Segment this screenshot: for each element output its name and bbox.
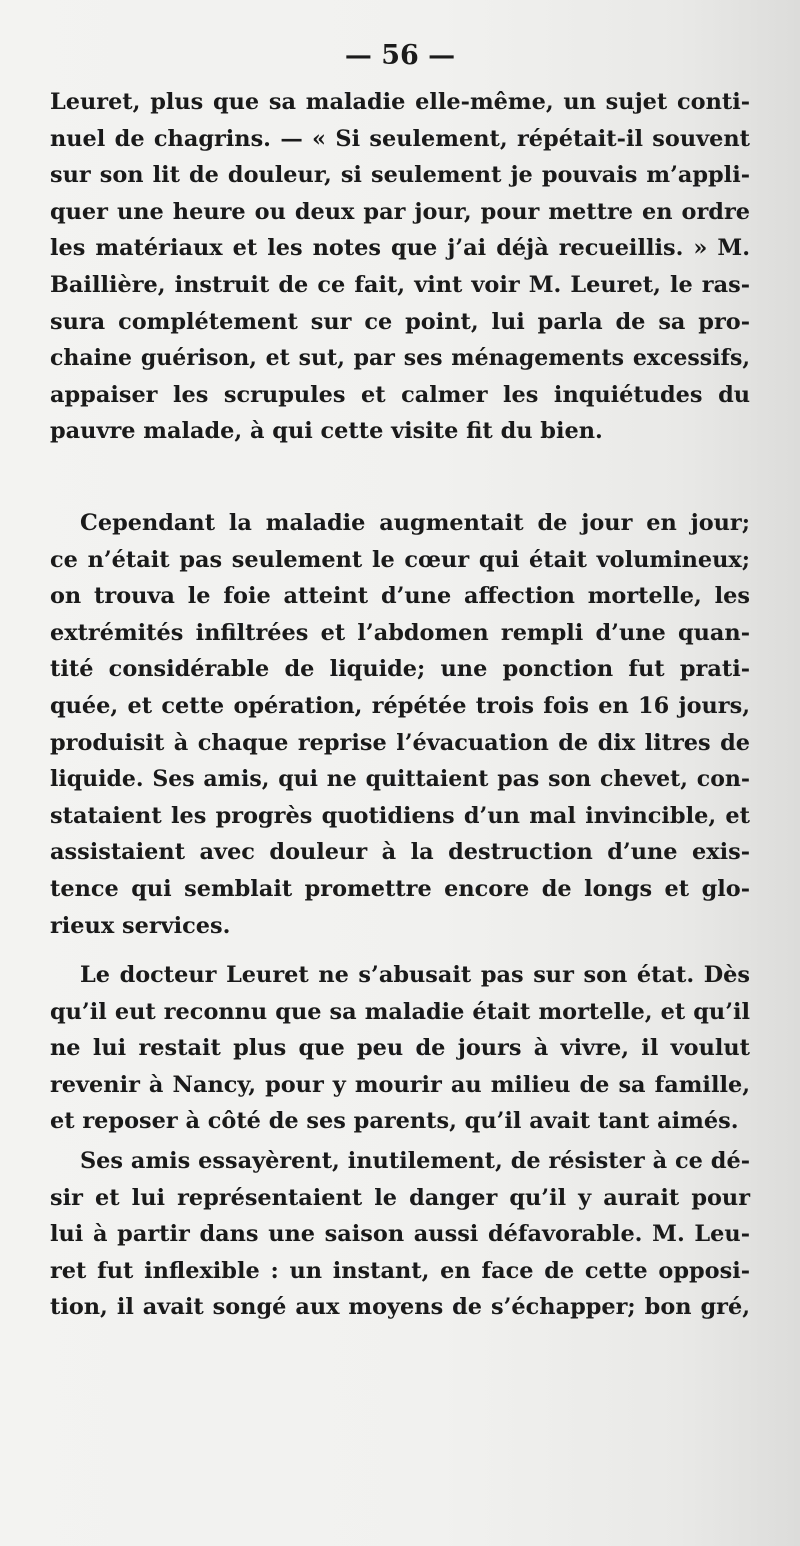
text-line: extrémités infiltrées et l’abdomen rempli d’une quan-: [50, 619, 750, 646]
text-line: liquide. Ses amis, qui ne quittaient pas son chevet, con-: [50, 766, 750, 793]
text-line: nuel de chagrins. — « Si seulement, répétait-il souvent: [50, 125, 750, 152]
text-line: stataient les progrès quotidiens d’un mal invincible, et: [50, 802, 750, 829]
text-line: les matériaux et les notes que j’ai déjà recueillis. » M.: [50, 235, 750, 262]
text-line: quer une heure ou deux par jour, pour mettre en ordre: [50, 198, 750, 225]
text-line: on trouva le foie atteint d’une affection mortelle, les: [50, 583, 750, 610]
text-line: Cependant la maladie augmentait de jour en jour;: [80, 510, 750, 536]
text-line: revenir à Nancy, pour y mourir au milieu de sa famille,: [50, 1071, 750, 1098]
text-line: tité considérable de liquide; une ponction fut prati-: [50, 656, 750, 683]
text-line: ne lui restait plus que peu de jours à vivre, il voulut: [50, 1035, 750, 1062]
text-line: rieux services.: [50, 912, 231, 939]
text-line: lui à partir dans une saison aussi défavorable. M. Leu-: [50, 1221, 750, 1248]
text-line: appaiser les scrupules et calmer les inquiétudes du: [50, 381, 750, 408]
page-number: — 56 —: [344, 40, 456, 71]
paragraph: [50, 84, 750, 450]
text-line: et reposer à côté de ses parents, qu’il avait tant aimés.: [50, 1108, 739, 1135]
paragraph: [50, 505, 750, 944]
text-line: assistaient avec douleur à la destruction d’une exis-: [50, 839, 750, 866]
text-line: Le docteur Leuret ne s’abusait pas sur son état. Dès: [80, 962, 750, 988]
text-line: sur son lit de douleur, si seulement je pouvais m’appli-: [50, 162, 750, 189]
text-line: quée, et cette opération, répétée trois fois en 16 jours,: [50, 692, 750, 719]
text-line: sura complétement sur ce point, lui parla de sa pro-: [50, 308, 750, 335]
paragraph: [50, 957, 750, 1140]
text-line: qu’il eut reconnu que sa maladie était mortelle, et qu’il: [50, 998, 750, 1025]
paragraph: [50, 1143, 750, 1326]
text-line: produisit à chaque reprise l’évacuation de dix litres de: [50, 729, 750, 756]
text-line: Baillière, instruit de ce fait, vint voir M. Leuret, le ras-: [50, 271, 750, 298]
text-line: ce n’était pas seulement le cœur qui était volumineux;: [50, 546, 750, 573]
text-line: ret fut inflexible : un instant, en face de cette opposi-: [50, 1257, 750, 1284]
text-line: sir et lui représentaient le danger qu’il y aurait pour: [50, 1184, 750, 1211]
text-line: tion, il avait songé aux moyens de s’échapper; bon gré,: [50, 1294, 750, 1321]
text-line: chaine guérison, et sut, par ses ménagements excessifs,: [50, 345, 750, 372]
text-line: pauvre malade, à qui cette visite fit du bien.: [50, 418, 603, 445]
text-line: Leuret, plus que sa maladie elle-même, un sujet conti-: [50, 89, 750, 115]
text-line: Ses amis essayèrent, inutilement, de résister à ce dé-: [80, 1148, 750, 1174]
text-line: tence qui semblait promettre encore de longs et glo-: [50, 875, 750, 902]
